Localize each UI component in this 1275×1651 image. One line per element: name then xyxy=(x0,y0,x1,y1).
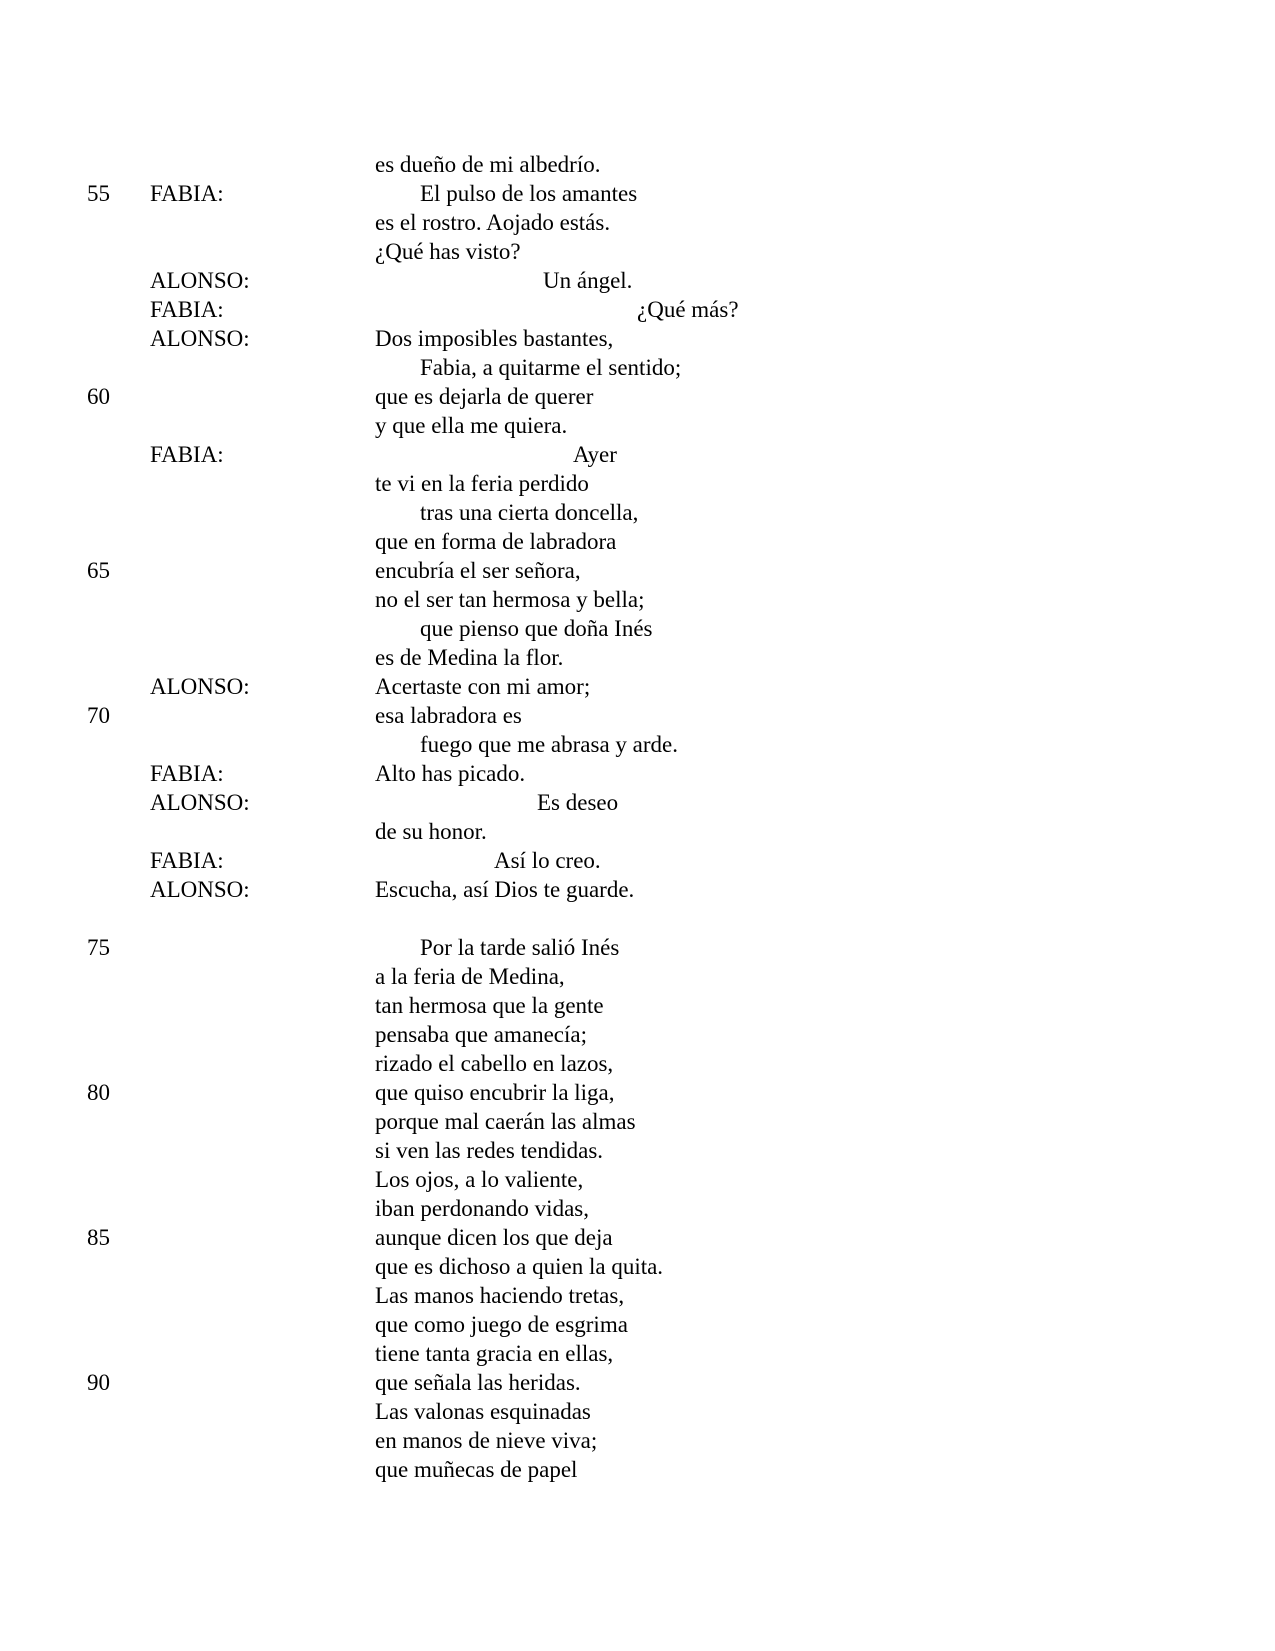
script-line xyxy=(0,730,1275,759)
speaker-name: FABIA: xyxy=(150,181,224,206)
script-line xyxy=(0,1455,1275,1484)
verse-text: El pulso de los amantes xyxy=(420,181,638,206)
verse-text: rizado el cabello en lazos, xyxy=(375,1051,614,1076)
script-line xyxy=(0,817,1275,846)
line-number: 80 xyxy=(87,1080,110,1105)
line-number: 75 xyxy=(87,935,110,960)
verse-text: Alto has picado. xyxy=(375,761,526,786)
verse-text: Ayer xyxy=(573,442,617,467)
script-line xyxy=(0,208,1275,237)
speaker-name: FABIA: xyxy=(150,297,224,322)
script-line xyxy=(0,962,1275,991)
verse-text: que pienso que doña Inés xyxy=(420,616,653,641)
script-line xyxy=(0,759,1275,788)
verse-text: de su honor. xyxy=(375,819,487,844)
verse-text: ¿Qué más? xyxy=(637,297,739,322)
script-line xyxy=(0,1165,1275,1194)
verse-text: en manos de nieve viva; xyxy=(375,1428,598,1453)
script-line xyxy=(0,1078,1275,1107)
script-line xyxy=(0,295,1275,324)
script-line xyxy=(0,469,1275,498)
verse-text: Escucha, así Dios te guarde. xyxy=(375,877,635,902)
line-number: 65 xyxy=(87,558,110,583)
script-line xyxy=(0,643,1275,672)
verse-text: tan hermosa que la gente xyxy=(375,993,604,1018)
verse-text: Dos imposibles bastantes, xyxy=(375,326,614,351)
verse-text: Fabia, a quitarme el sentido; xyxy=(420,355,682,380)
script-line xyxy=(0,237,1275,266)
script-line xyxy=(0,1310,1275,1339)
verse-text: es dueño de mi albedrío. xyxy=(375,152,601,177)
line-number: 70 xyxy=(87,703,110,728)
speaker-name: FABIA: xyxy=(150,761,224,786)
script-line xyxy=(0,846,1275,875)
script-line xyxy=(0,1281,1275,1310)
verse-text: te vi en la feria perdido xyxy=(375,471,589,496)
speaker-name: ALONSO: xyxy=(150,674,250,699)
script-line xyxy=(0,353,1275,382)
verse-text: Por la tarde salió Inés xyxy=(420,935,620,960)
verse-text: y que ella me quiera. xyxy=(375,413,568,438)
verse-text: que muñecas de papel xyxy=(375,1457,578,1482)
verse-text: Un ángel. xyxy=(543,268,633,293)
speaker-name: FABIA: xyxy=(150,442,224,467)
script-line xyxy=(0,1136,1275,1165)
script-line xyxy=(0,991,1275,1020)
script-line xyxy=(0,440,1275,469)
verse-text: fuego que me abrasa y arde. xyxy=(420,732,678,757)
script-line xyxy=(0,1020,1275,1049)
script-line xyxy=(0,904,1275,933)
script-line xyxy=(0,1252,1275,1281)
verse-text: Las valonas esquinadas xyxy=(375,1399,591,1424)
script-line xyxy=(0,933,1275,962)
script-line xyxy=(0,150,1275,179)
verse-text: Así lo creo. xyxy=(494,848,601,873)
verse-text: si ven las redes tendidas. xyxy=(375,1138,604,1163)
speaker-name: ALONSO: xyxy=(150,268,250,293)
script-line xyxy=(0,875,1275,904)
verse-text: pensaba que amanecía; xyxy=(375,1022,587,1047)
verse-text: tras una cierta doncella, xyxy=(420,500,639,525)
verse-text: que quiso encubrir la liga, xyxy=(375,1080,615,1105)
speaker-name: ALONSO: xyxy=(150,877,250,902)
verse-text: Acertaste con mi amor; xyxy=(375,674,591,699)
script-line xyxy=(0,1397,1275,1426)
line-number: 55 xyxy=(87,181,110,206)
play-script xyxy=(0,150,1275,1484)
verse-text: que señala las heridas. xyxy=(375,1370,581,1395)
verse-text: que como juego de esgrima xyxy=(375,1312,628,1337)
verse-text: ¿Qué has visto? xyxy=(375,239,521,264)
script-line xyxy=(0,556,1275,585)
verse-text: encubría el ser señora, xyxy=(375,558,581,583)
script-line xyxy=(0,672,1275,701)
script-line xyxy=(0,701,1275,730)
verse-text: tiene tanta gracia en ellas, xyxy=(375,1341,614,1366)
verse-text: a la feria de Medina, xyxy=(375,964,565,989)
script-line xyxy=(0,1426,1275,1455)
verse-text: que en forma de labradora xyxy=(375,529,617,554)
script-line xyxy=(0,179,1275,208)
script-line xyxy=(0,1339,1275,1368)
script-line xyxy=(0,1194,1275,1223)
script-line xyxy=(0,1049,1275,1078)
script-line xyxy=(0,324,1275,353)
verse-text: no el ser tan hermosa y bella; xyxy=(375,587,645,612)
script-line xyxy=(0,527,1275,556)
script-line xyxy=(0,411,1275,440)
script-line xyxy=(0,788,1275,817)
script-line xyxy=(0,266,1275,295)
speaker-name: ALONSO: xyxy=(150,326,250,351)
verse-text: es de Medina la flor. xyxy=(375,645,564,670)
line-number: 60 xyxy=(87,384,110,409)
verse-text: que es dichoso a quien la quita. xyxy=(375,1254,664,1279)
verse-text: Los ojos, a lo valiente, xyxy=(375,1167,584,1192)
line-number: 85 xyxy=(87,1225,110,1250)
verse-text: iban perdonando vidas, xyxy=(375,1196,589,1221)
verse-text: esa labradora es xyxy=(375,703,522,728)
verse-text: porque mal caerán las almas xyxy=(375,1109,636,1134)
script-line xyxy=(0,382,1275,411)
line-number: 90 xyxy=(87,1370,110,1395)
script-line xyxy=(0,1368,1275,1397)
verse-text: aunque dicen los que deja xyxy=(375,1225,613,1250)
speaker-name: ALONSO: xyxy=(150,790,250,815)
script-line xyxy=(0,585,1275,614)
verse-text: Las manos haciendo tretas, xyxy=(375,1283,625,1308)
verse-text: Es deseo xyxy=(537,790,619,815)
script-line xyxy=(0,1107,1275,1136)
verse-text: es el rostro. Aojado estás. xyxy=(375,210,611,235)
speaker-name: FABIA: xyxy=(150,848,224,873)
script-line xyxy=(0,498,1275,527)
script-line xyxy=(0,614,1275,643)
verse-text: que es dejarla de querer xyxy=(375,384,594,409)
script-line xyxy=(0,1223,1275,1252)
